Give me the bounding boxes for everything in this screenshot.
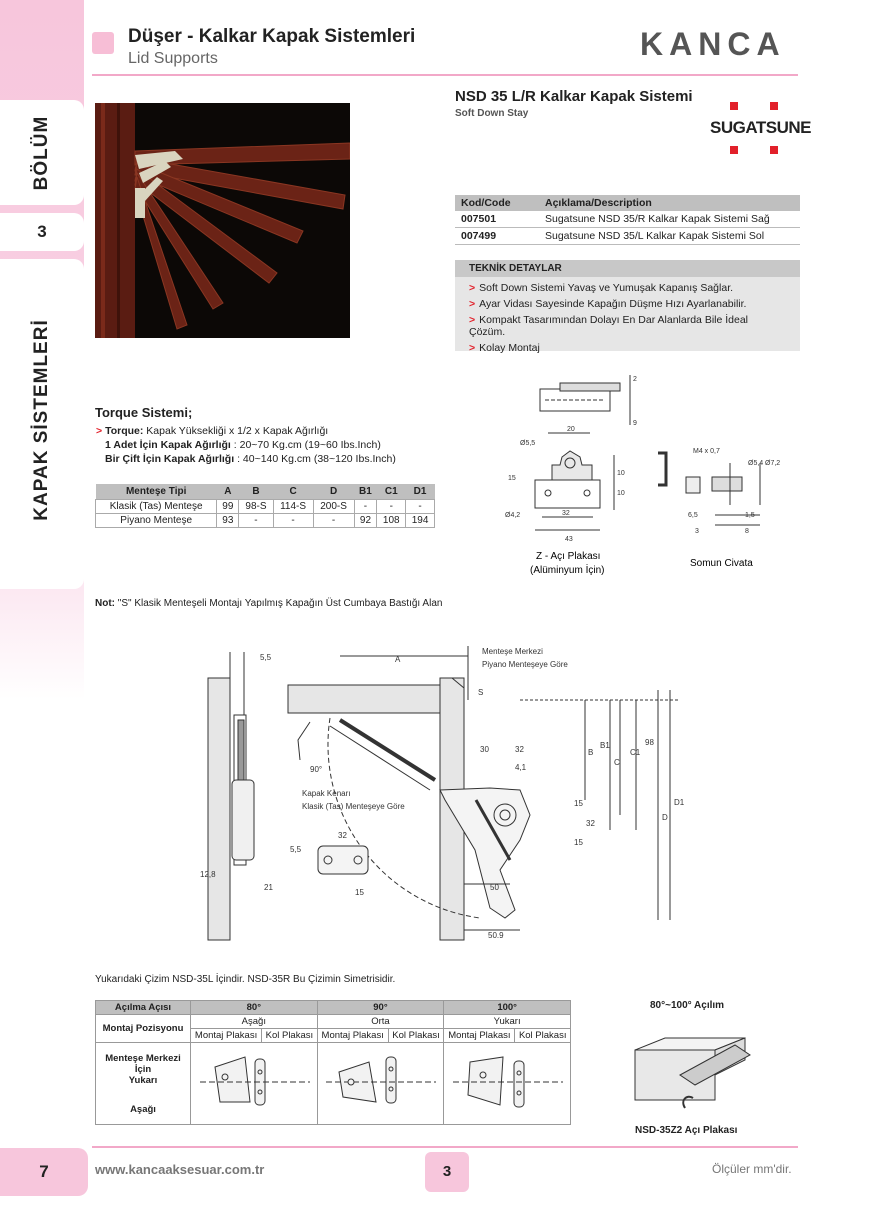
header-marker: [92, 32, 114, 54]
tech-item-text: Kolay Montaj: [479, 342, 540, 354]
dim-label: M4 x 0,7: [693, 448, 720, 455]
product-title: NSD 35 L/R Kalkar Kapak Sistemi: [455, 88, 693, 105]
plate-diagram: [444, 1043, 571, 1125]
torque-value: : 20~70 Kg.cm (19~60 Ibs.Inch): [233, 439, 381, 451]
table-cell: -: [313, 514, 354, 528]
table-cell: 92: [354, 514, 377, 528]
footer-rule: [92, 1146, 798, 1148]
product-photo: [95, 103, 350, 338]
table-header: D1: [406, 484, 435, 500]
product-code-table: [455, 195, 800, 245]
list-item: [455, 280, 800, 296]
table-header: 100°: [444, 1001, 571, 1015]
table-cell: 114-S: [273, 500, 313, 514]
dim-label: 32: [515, 745, 524, 754]
dim-label: 21: [264, 883, 273, 892]
sidebar-category-box: [0, 259, 84, 589]
torque-label: 1 Adet İçin Kapak Ağırlığı: [105, 439, 231, 451]
table-row: [455, 211, 800, 228]
logo-dot: [730, 102, 738, 110]
table-cell: Montaj Plakası: [444, 1029, 515, 1043]
description-cell: Sugatsune NSD 35/L Kalkar Kapak Sistemi Sol: [539, 228, 800, 245]
torque-label: Torque:: [105, 425, 144, 437]
arrow-icon: >: [469, 342, 476, 354]
z-plate-caption: Z - Açı Plakası: [536, 551, 601, 562]
list-item: [455, 296, 800, 312]
tech-details-box: [455, 260, 800, 354]
list-item: [455, 340, 800, 356]
arrow-icon: >: [469, 282, 476, 294]
table-header: C1: [377, 484, 406, 500]
table-header: B: [239, 484, 273, 500]
note: [95, 598, 442, 609]
nut-caption: Somun Civata: [690, 558, 753, 569]
table-cell: Kol Plakası: [515, 1029, 571, 1043]
sidebar-section-box: [0, 100, 84, 205]
description-header: Açıklama/Description: [539, 195, 800, 211]
dim-label: Ø4,2: [505, 512, 521, 519]
table-cell: 200-S: [313, 500, 354, 514]
dim-label: 10: [617, 490, 625, 497]
table-cell: -: [377, 500, 406, 514]
table-cell: Aşağı: [191, 1015, 318, 1029]
dim-label: S: [478, 688, 484, 697]
dim-label: C1: [630, 748, 641, 757]
dim-label: Ø5,5: [520, 440, 536, 447]
table-cell: 93: [217, 514, 239, 528]
table-cell: Kol Plakası: [388, 1029, 444, 1043]
table-cell: -: [354, 500, 377, 514]
table-header: [96, 1043, 191, 1125]
logo-dot: [730, 146, 738, 154]
dim-label: A: [395, 655, 401, 664]
description-cell: Sugatsune NSD 35/R Kalkar Kapak Sistemi Sağ: [539, 211, 800, 228]
table-cell: 99: [217, 500, 239, 514]
note-label: Not:: [95, 598, 115, 609]
footer-url[interactable]: www.kancaaksesuar.com.tr: [95, 1162, 265, 1177]
table-cell: Kol Plakası: [262, 1029, 318, 1043]
hinge-dimension-table: [95, 484, 435, 528]
tech-item-text: Kompakt Tasarımından Dolayı En Dar Alanlarda Bile İdeal Çözüm.: [469, 314, 749, 338]
table-header: Menteşe Tipi: [96, 484, 217, 500]
dim-label: D1: [674, 798, 685, 807]
table-cell: Montaj Plakası: [317, 1029, 388, 1043]
dim-label: 12,8: [200, 870, 216, 879]
table-cell: Klasik (Tas) Menteşe: [96, 500, 217, 514]
dim-label: B1: [600, 741, 610, 750]
arrow-icon: >: [469, 298, 476, 310]
table-header: 80°: [191, 1001, 318, 1015]
sidebar-section-label: BÖLÜM: [31, 115, 52, 191]
dim-label: 15: [574, 799, 583, 808]
torque-value: : 40~140 Kg.cm (38~120 Ibs.Inch): [237, 453, 396, 465]
dim-label: 32: [586, 819, 595, 828]
table-header: Açılma Açısı: [96, 1001, 191, 1015]
table-cell: Piyano Menteşe: [96, 514, 217, 528]
tech-item-text: Soft Down Sistemi Yavaş ve Yumuşak Kapanış Sağlar.: [479, 282, 734, 294]
list-item: [455, 312, 800, 340]
dim-label: 32: [338, 831, 347, 840]
table-cell: Orta: [317, 1015, 444, 1029]
piano-ref-label: Piyano Menteşeye Göre: [482, 660, 568, 669]
up-label: Yukarı: [128, 1074, 158, 1086]
dim-label: 15: [355, 888, 364, 897]
dim-label: 9: [633, 420, 637, 427]
dim-label: 15: [574, 838, 583, 847]
table-cell: 194: [406, 514, 435, 528]
dim-label: 5,5: [260, 653, 272, 662]
dim-label: 2: [633, 376, 637, 383]
dim-label: 50: [490, 883, 499, 892]
table-cell: 108: [377, 514, 406, 528]
maker-logo: SUGATSUNE: [710, 118, 811, 137]
table-cell: Yukarı: [444, 1015, 571, 1029]
table-cell: Montaj Plakası: [191, 1029, 262, 1043]
table-header: B1: [354, 484, 377, 500]
dim-label: 10: [617, 470, 625, 477]
torque-single: [105, 439, 381, 451]
header-rule: [92, 74, 798, 76]
angle-plate-figure: [625, 1020, 765, 1120]
sidebar-section-number: 3: [37, 222, 47, 241]
tech-details-title: TEKNİK DETAYLAR: [455, 260, 800, 277]
torque-title: Torque Sistemi;: [95, 405, 193, 420]
torque-pair: [105, 453, 396, 465]
code-cell: 007501: [455, 211, 539, 228]
page-title: Düşer - Kalkar Kapak Sistemleri: [128, 26, 416, 47]
installation-drawing: [190, 640, 710, 950]
torque-text: Kapak Yüksekliği x 1/2 x Kapak Ağırlığı: [146, 425, 329, 437]
dim-label: 30: [480, 745, 489, 754]
dim-label: 90°: [310, 765, 323, 774]
dim-label: 4,1: [515, 763, 527, 772]
note-text: "S" Klasik Menteşeli Montajı Yapılmış Kapağın Üst Cumbaya Bastığı Alan: [117, 598, 443, 609]
door-edge-label: Kapak Kenarı: [302, 789, 351, 798]
angle-table: [95, 1000, 571, 1125]
symmetry-note: Yukarıdaki Çizim NSD-35L İçindir. NSD-35R Bu Çizimin Simetrisidir.: [95, 974, 396, 985]
dim-label: 5,5: [290, 845, 302, 854]
table-header: C: [273, 484, 313, 500]
hinge-center-label: Menteşe Merkezi: [482, 647, 543, 656]
table-row: [96, 500, 435, 514]
center-label: Menteşe Merkezi İçin: [105, 1052, 181, 1075]
dim-label: 20: [567, 426, 575, 433]
product-subtitle: Soft Down Stay: [455, 108, 529, 119]
table-header: A: [217, 484, 239, 500]
arrow-icon: >: [469, 314, 476, 326]
units-note: Ölçüler mm'dir.: [712, 1162, 792, 1176]
dim-label: 8: [745, 528, 749, 535]
page-number-mid: 3: [425, 1152, 469, 1192]
table-cell: -: [273, 514, 313, 528]
dim-label: C: [614, 758, 620, 767]
table-row: [455, 228, 800, 245]
torque-label: Bir Çift İçin Kapak Ağırlığı: [105, 453, 235, 465]
plate-diagram: [191, 1043, 318, 1125]
classic-ref-label: Klasik (Tas) Menteşeye Göre: [302, 802, 405, 811]
table-header: Montaj Pozisyonu: [96, 1015, 191, 1043]
dim-label: D: [662, 813, 668, 822]
down-label: Aşağı: [130, 1103, 156, 1115]
table-row: [96, 514, 435, 528]
brand-logo: KANCA: [640, 26, 786, 62]
plate-diagram: [317, 1043, 444, 1125]
z-plate-caption-sub: (Alüminyum İçin): [530, 565, 605, 576]
code-cell: 007499: [455, 228, 539, 245]
code-header: Kod/Code: [455, 195, 539, 211]
table-cell: 98-S: [239, 500, 273, 514]
dim-label: 1,5: [745, 512, 755, 519]
angle-plate-caption: NSD-35Z2 Açı Plakası: [635, 1125, 738, 1136]
sidebar-number-box: [0, 213, 84, 251]
table-header: 90°: [317, 1001, 444, 1015]
dim-label: 43: [565, 536, 573, 543]
dim-label: 98: [645, 738, 654, 747]
torque-formula: [96, 425, 328, 437]
page-number-left: 7: [0, 1148, 88, 1196]
table-header: D: [313, 484, 354, 500]
dim-label: 15: [508, 475, 516, 482]
dim-label: B: [588, 748, 594, 757]
sidebar-category: KAPAK SİSTEMLERİ: [31, 319, 52, 521]
dim-label: 6,5: [688, 512, 698, 519]
dim-label: 32: [562, 510, 570, 517]
plate-drawings: [490, 365, 800, 580]
dim-label: 3: [695, 528, 699, 535]
opening-figure-title: 80°~100° Açılım: [650, 1000, 725, 1011]
arrow-icon: >: [96, 425, 106, 437]
dim-label: 50.9: [488, 931, 504, 940]
page-subtitle: Lid Supports: [128, 50, 218, 67]
dim-label: Ø5,4: [748, 460, 764, 467]
table-cell: -: [239, 514, 273, 528]
dim-label: Ø7,2: [765, 460, 781, 467]
table-cell: -: [406, 500, 435, 514]
logo-dot: [770, 146, 778, 154]
logo-dot: [770, 102, 778, 110]
tech-item-text: Ayar Vidası Sayesinde Kapağın Düşme Hızı Ayarlanabilir.: [479, 298, 747, 310]
